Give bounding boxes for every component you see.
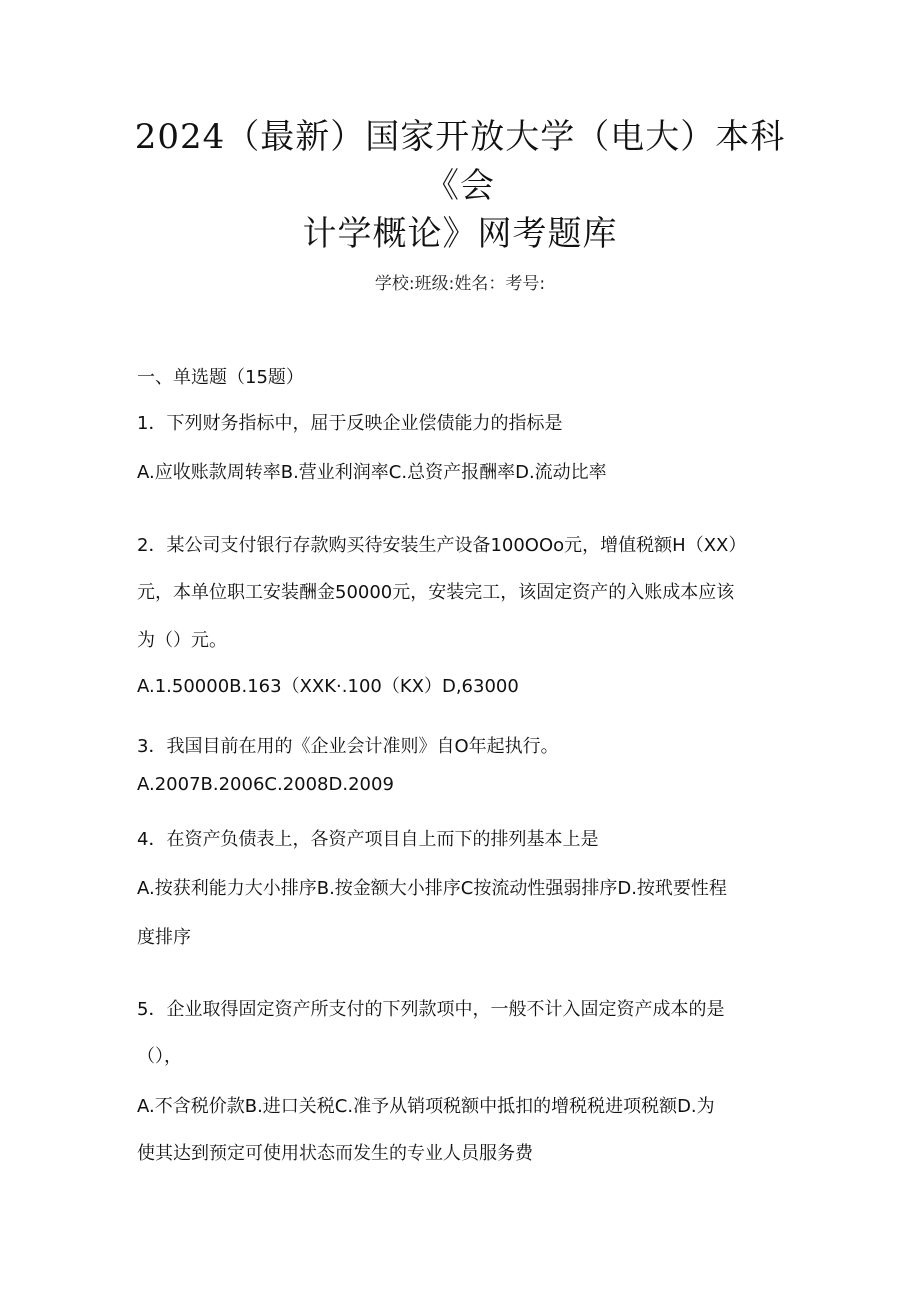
question-2-text-line-2: 元，本单位职工安装酬金50000元，安装完工，该固定资产的入账成本应该 xyxy=(137,582,735,603)
question-2-options: A.1.50000B.163（XXK·.100（KX）D,63000 xyxy=(137,676,519,697)
question-2-text-line-3: 为（）元。 xyxy=(137,630,227,651)
question-4-text: 4．在资产负债表上，各资产项目自上而下的排列基本上是 xyxy=(137,829,599,850)
document-title-line-1: 2024（最新）国家开放大学（电大）本科 xyxy=(134,117,786,157)
question-5-text-line-2: （）， xyxy=(137,1046,182,1067)
question-2-text-line-1: 2．某公司支付银行存款购买待安装生产设备100OOo元，增值税额H（XX） xyxy=(137,535,747,556)
question-4-options-line-1: A.按获利能力大小排序B.按金额大小排序C按流动性强弱排序D.按玳要性程 xyxy=(137,878,727,899)
question-5-options-line-1: A.不含税价款B.进口关税C.准予从销项税额中抵扣的增税税进项税额D.为 xyxy=(137,1096,715,1117)
question-1-options: A.应收账款周转率B.营业利润率C.总资产报酬率D.流动比率 xyxy=(137,462,607,483)
document-title-line-3: 计学概论》网考题库 xyxy=(302,214,618,254)
student-info-line: 学校:班级:姓名：考号: xyxy=(374,274,546,294)
question-4-options-line-2: 度排序 xyxy=(137,927,191,948)
section-heading: 一、单选题（15题） xyxy=(137,367,304,388)
question-3-text: 3．我国目前在用的《企业会计准则》自O年起执行。 xyxy=(137,736,559,757)
question-3-options: A.2007B.2006C.2008D.2009 xyxy=(137,774,394,795)
document-title-line-2: 《会 xyxy=(425,166,495,206)
question-5-text-line-1: 5．企业取得固定资产所支付的下列款项中，一般不计入固定资产成本的是 xyxy=(137,999,725,1020)
question-5-options-line-2: 使其达到预定可使用状态而发生的专业人员服务费 xyxy=(137,1143,533,1164)
question-1-text: 1．下列财务指标中，屈于反映企业偿债能力的指标是 xyxy=(137,413,563,434)
